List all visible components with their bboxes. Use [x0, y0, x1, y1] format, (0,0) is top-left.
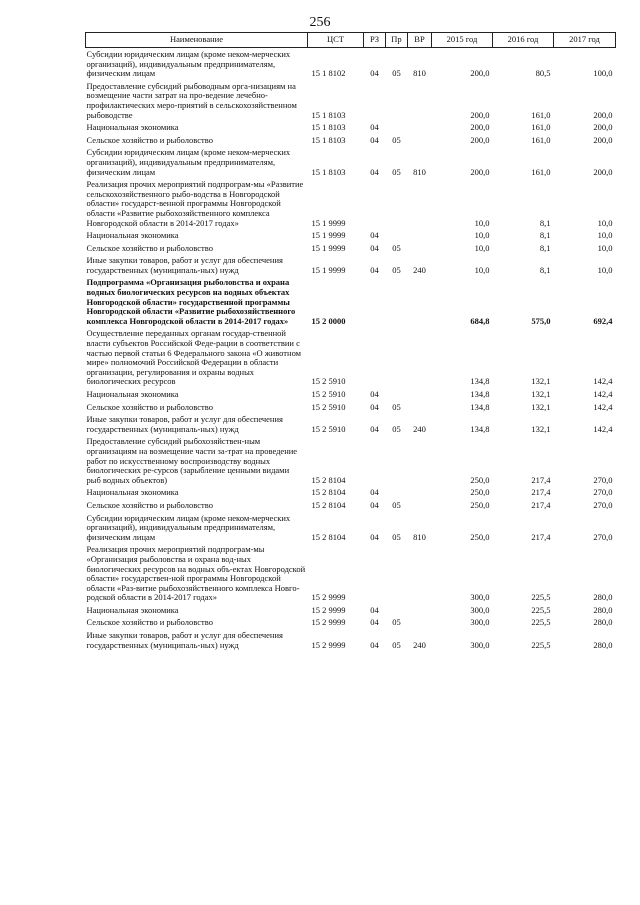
- cell-rz: 04: [370, 423, 379, 434]
- cell-name: Национальная экономика: [86, 389, 179, 399]
- cell-vr: [408, 276, 432, 327]
- header-2016: 2016 год: [493, 33, 554, 48]
- cell-cst: 15 1 8102: [311, 68, 346, 79]
- cell-y2015: 300,0: [470, 592, 490, 603]
- cell-vr: [408, 80, 432, 121]
- cell-y2016: 8,1: [539, 264, 551, 275]
- table-row: [86, 146, 616, 178]
- cell-name: Национальная экономика: [86, 487, 179, 498]
- header-vr: ВР: [408, 33, 432, 48]
- cell-rz: [364, 543, 386, 604]
- cell-cst: 15 1 9999: [311, 264, 346, 275]
- cell-rz: 04: [370, 604, 379, 615]
- cell-rz: 04: [370, 242, 379, 253]
- table-row: [86, 229, 616, 242]
- cell-pr: 05: [392, 242, 401, 253]
- cell-vr: [408, 134, 432, 147]
- cell-cst: 15 2 5910: [311, 389, 346, 399]
- cell-pr: [386, 229, 408, 242]
- cell-pr: [386, 327, 408, 388]
- cell-pr: 05: [392, 617, 401, 628]
- cell-y2015: 250,0: [470, 531, 490, 542]
- cell-y2016: 575,0: [531, 315, 551, 326]
- cell-name: Реализация прочих мероприятий подпрограм-мы «Организация рыболовства и охрана вод-ных биологических ресурсов на водных объ-ектах Новгородской области» государствен-ной программы Новгородской области «Раз-витие рыбохозяйственного комплекса Новго-родской области в 2014-2017 годах»: [86, 544, 306, 603]
- cell-y2016: 161,0: [531, 122, 551, 133]
- cell-y2017: 270,0: [593, 474, 613, 485]
- cell-y2016: 225,5: [531, 604, 551, 615]
- table-row: [86, 276, 616, 327]
- cell-name: Предоставление субсидий рыбохозяйствен-ным организациям на возмещение части за-трат на проведение работ по искусственному воспроизводству водных биологических ре-сурсов (зарыбление ценными видами рыб водных объектов): [86, 436, 298, 485]
- cell-y2015: 200,0: [470, 166, 490, 177]
- cell-name: Субсидии юридическим лицам (кроме неком-мерческих организаций), индивидуальным предпринимателям, физическим лицам: [86, 512, 291, 542]
- table-row: [86, 604, 616, 617]
- cell-cst: 15 2 8104: [311, 531, 346, 542]
- cell-name: Национальная экономика: [86, 230, 179, 241]
- cell-y2017: 142,4: [593, 389, 613, 399]
- cell-vr: [408, 121, 432, 134]
- cell-cst: 15 2 9999: [311, 592, 346, 603]
- table-row: [86, 435, 616, 486]
- cell-name: Сельское хозяйство и рыболовство: [86, 134, 213, 145]
- table-row: [86, 486, 616, 499]
- table-body: [86, 48, 616, 652]
- cell-pr: 05: [392, 423, 401, 434]
- cell-name: Сельское хозяйство и рыболовство: [86, 499, 213, 510]
- cell-y2017: 142,4: [593, 401, 613, 412]
- cell-name: Сельское хозяйство и рыболовство: [86, 617, 213, 628]
- cell-y2015: 200,0: [470, 122, 490, 133]
- cell-pr: 05: [392, 499, 401, 510]
- cell-y2016: 8,1: [539, 217, 551, 228]
- cell-y2017: 692,4: [593, 315, 613, 326]
- cell-pr: [386, 276, 408, 327]
- header-2017: 2017 год: [554, 33, 616, 48]
- cell-vr: 810: [413, 68, 426, 79]
- cell-y2015: 684,8: [470, 315, 490, 326]
- cell-vr: 240: [413, 423, 426, 434]
- cell-y2017: 280,0: [593, 617, 613, 628]
- cell-cst: 15 2 9999: [311, 604, 346, 615]
- cell-y2017: 200,0: [593, 166, 613, 177]
- cell-y2017: 270,0: [593, 487, 613, 498]
- cell-vr: [408, 229, 432, 242]
- cell-y2017: 10,0: [597, 217, 613, 228]
- cell-rz: 04: [370, 617, 379, 628]
- header-pr: Пр: [386, 33, 408, 48]
- table-row: [86, 178, 616, 229]
- cell-cst: 15 2 9999: [311, 617, 346, 628]
- cell-y2015: 134,8: [470, 376, 490, 387]
- cell-vr: 240: [413, 264, 426, 275]
- cell-name: Иные закупки товаров, работ и услуг для обеспечения государственных (муниципаль-ных) нужд: [86, 255, 283, 275]
- cell-y2016: 132,1: [531, 401, 551, 412]
- cell-y2017: 10,0: [597, 264, 613, 275]
- cell-y2015: 10,0: [474, 217, 490, 228]
- cell-y2015: 300,0: [470, 617, 490, 628]
- cell-cst: 15 1 8103: [311, 166, 346, 177]
- cell-y2016: 132,1: [531, 423, 551, 434]
- cell-pr: 05: [392, 264, 401, 275]
- cell-rz: 04: [370, 487, 379, 498]
- cell-name: Предоставление субсидий рыбоводным орга-низациям на возмещение части затрат на про-ведение лечебно-профилактических меро-приятий в сельскохозяйственном рыбоводстве: [86, 80, 297, 120]
- cell-y2017: 200,0: [593, 122, 613, 133]
- table-row: [86, 134, 616, 147]
- cell-name: Сельское хозяйство и рыболовство: [86, 242, 213, 253]
- cell-rz: [364, 276, 386, 327]
- cell-cst: 15 1 8103: [311, 109, 346, 120]
- cell-name: Подпрограмма «Организация рыболовства и охрана водных биологических ресурсов на водных объектах Новгородской области» государственной программы Новгородской области «Развитие рыбохозяйственного комплекса Новгородской области в 2014-2017 годах»: [86, 277, 296, 326]
- cell-y2015: 10,0: [474, 230, 490, 241]
- cell-rz: 04: [370, 134, 379, 145]
- cell-pr: [386, 486, 408, 499]
- cell-y2016: 217,4: [531, 499, 551, 510]
- cell-y2015: 134,8: [470, 389, 490, 399]
- cell-vr: [408, 388, 432, 401]
- cell-y2016: 161,0: [531, 134, 551, 145]
- cell-vr: 810: [413, 531, 426, 542]
- table-row: [86, 254, 616, 276]
- table-row: [86, 401, 616, 414]
- cell-y2017: 280,0: [593, 604, 613, 615]
- cell-pr: [386, 435, 408, 486]
- cell-cst: 15 1 9999: [311, 230, 346, 241]
- cell-rz: 04: [370, 122, 379, 133]
- cell-y2017: 200,0: [593, 109, 613, 120]
- cell-pr: [386, 604, 408, 617]
- cell-pr: [386, 388, 408, 401]
- cell-pr: 05: [392, 166, 401, 177]
- cell-y2016: 217,4: [531, 531, 551, 542]
- budget-table: [85, 32, 616, 651]
- cell-cst: 15 2 8104: [311, 499, 346, 510]
- cell-rz: 04: [370, 389, 379, 399]
- cell-vr: [408, 543, 432, 604]
- table-row: [86, 121, 616, 134]
- cell-rz: 04: [370, 401, 379, 412]
- cell-cst: 15 2 9999: [311, 639, 346, 650]
- cell-y2016: 132,1: [531, 376, 551, 387]
- cell-rz: 04: [370, 230, 379, 241]
- cell-y2017: 100,0: [593, 68, 613, 79]
- cell-pr: 05: [392, 68, 401, 79]
- cell-vr: 810: [413, 166, 426, 177]
- header-name: Наименование: [86, 33, 308, 48]
- cell-y2016: 217,4: [531, 487, 551, 498]
- cell-y2016: 132,1: [531, 389, 551, 399]
- cell-y2015: 10,0: [474, 264, 490, 275]
- cell-vr: [408, 616, 432, 629]
- cell-vr: 240: [413, 639, 426, 650]
- cell-name: Реализация прочих мероприятий подпрограм-мы «Развитие сельскохозяйственного рыбо-водства в Новгородской области» государст-венной программы Новгородской области «Развитие рыбохозяйственного комплекса Новгородской области в 2014-2017 годах»: [86, 179, 304, 228]
- cell-pr: [386, 80, 408, 121]
- cell-y2017: 10,0: [597, 230, 613, 241]
- cell-pr: 05: [392, 531, 401, 542]
- cell-y2016: 8,1: [539, 242, 551, 253]
- cell-y2016: 161,0: [531, 166, 551, 177]
- cell-vr: [408, 486, 432, 499]
- cell-cst: 15 2 5910: [311, 423, 346, 434]
- cell-vr: [408, 435, 432, 486]
- cell-cst: 15 1 9999: [311, 242, 346, 253]
- cell-y2017: 142,4: [593, 423, 613, 434]
- header-cst: ЦСТ: [308, 33, 364, 48]
- cell-name: Субсидии юридическим лицам (кроме неком-мерческих организаций), индивидуальным предпринимателям, физическим лицам: [86, 49, 291, 79]
- cell-name: Иные закупки товаров, работ и услуг для обеспечения государственных (муниципаль-ных) нужд: [86, 630, 283, 650]
- cell-rz: 04: [370, 531, 379, 542]
- table-row: [86, 388, 616, 401]
- cell-rz: 04: [370, 166, 379, 177]
- cell-y2015: 200,0: [470, 109, 490, 120]
- cell-y2017: 10,0: [597, 242, 613, 253]
- cell-y2015: 250,0: [470, 499, 490, 510]
- cell-vr: [408, 604, 432, 617]
- cell-y2015: 10,0: [474, 242, 490, 253]
- cell-pr: 05: [392, 134, 401, 145]
- cell-y2015: 250,0: [470, 487, 490, 498]
- cell-y2016: 225,5: [531, 639, 551, 650]
- table-row: [86, 48, 616, 80]
- page-number: 256: [309, 15, 331, 30]
- table-row: [86, 512, 616, 544]
- table-row: [86, 80, 616, 121]
- cell-y2015: 134,8: [470, 401, 490, 412]
- cell-vr: [408, 242, 432, 255]
- table-row: [86, 499, 616, 512]
- cell-y2015: 134,8: [470, 423, 490, 434]
- header-2015: 2015 год: [432, 33, 493, 48]
- cell-cst: 15 2 8104: [311, 487, 346, 498]
- cell-cst: 15 1 8103: [311, 134, 346, 145]
- cell-name: Осуществление переданных органам государ-ственной власти субъектов Российской Феде-рации в соответствии с частью первой статьи 6 Федерального закона «О животном мире» полномочий Российской Федерации в области организации, регулирования и охраны водных биологических ресурсов: [86, 328, 302, 387]
- table-header: [86, 33, 616, 48]
- cell-cst: 15 2 5910: [311, 376, 346, 387]
- cell-vr: [408, 327, 432, 388]
- cell-y2016: 8,1: [539, 230, 551, 241]
- cell-y2015: 300,0: [470, 639, 490, 650]
- cell-y2017: 280,0: [593, 639, 613, 650]
- cell-rz: 04: [370, 639, 379, 650]
- cell-pr: 05: [392, 401, 401, 412]
- cell-y2016: 217,4: [531, 474, 551, 485]
- cell-y2016: 161,0: [531, 109, 551, 120]
- cell-cst: 15 2 5910: [311, 401, 346, 412]
- table-row: [86, 327, 616, 388]
- cell-rz: [364, 435, 386, 486]
- cell-y2015: 200,0: [470, 68, 490, 79]
- cell-pr: [386, 178, 408, 229]
- cell-y2016: 80,5: [535, 68, 551, 79]
- cell-y2015: 250,0: [470, 474, 490, 485]
- cell-y2017: 200,0: [593, 134, 613, 145]
- cell-vr: [408, 178, 432, 229]
- cell-pr: [386, 543, 408, 604]
- cell-vr: [408, 499, 432, 512]
- table-row: [86, 629, 616, 651]
- cell-name: Национальная экономика: [86, 604, 179, 615]
- cell-name: Иные закупки товаров, работ и услуг для обеспечения государственных (муниципаль-ных) нужд: [86, 414, 283, 434]
- cell-vr: [408, 401, 432, 414]
- cell-cst: 15 1 8103: [311, 122, 346, 133]
- cell-y2017: 142,4: [593, 376, 613, 387]
- cell-y2017: 270,0: [593, 531, 613, 542]
- cell-rz: [364, 80, 386, 121]
- cell-name: Сельское хозяйство и рыболовство: [86, 401, 213, 412]
- cell-y2015: 200,0: [470, 134, 490, 145]
- table-row: [86, 616, 616, 629]
- cell-rz: 04: [370, 264, 379, 275]
- cell-cst: 15 2 0000: [311, 315, 346, 326]
- cell-y2017: 270,0: [593, 499, 613, 510]
- cell-pr: [386, 121, 408, 134]
- header-rz: РЗ: [364, 33, 386, 48]
- cell-rz: [364, 327, 386, 388]
- cell-cst: 15 2 8104: [311, 474, 346, 485]
- cell-rz: [364, 178, 386, 229]
- cell-y2016: 225,5: [531, 592, 551, 603]
- table-row: [86, 543, 616, 604]
- cell-cst: 15 1 9999: [311, 217, 346, 228]
- cell-y2015: 300,0: [470, 604, 490, 615]
- cell-y2016: 225,5: [531, 617, 551, 628]
- cell-rz: 04: [370, 499, 379, 510]
- cell-rz: 04: [370, 68, 379, 79]
- cell-y2017: 280,0: [593, 592, 613, 603]
- table-row: [86, 242, 616, 255]
- table-row: [86, 413, 616, 435]
- cell-name: Субсидии юридическим лицам (кроме неком-мерческих организаций), индивидуальным предпринимателям, физическим лицам: [86, 147, 291, 177]
- cell-pr: 05: [392, 639, 401, 650]
- cell-name: Национальная экономика: [86, 122, 179, 133]
